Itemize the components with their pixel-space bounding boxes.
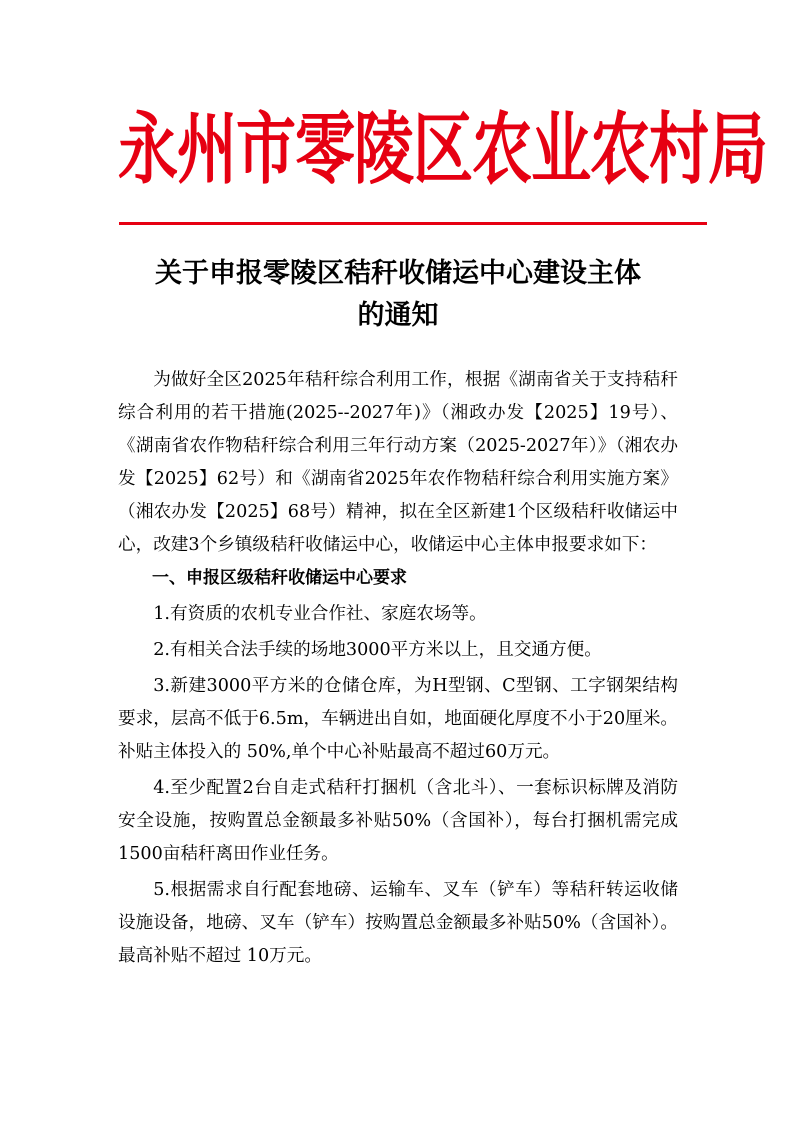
requirement-item-5: 5.根据需求自行配套地磅、运输车、叉车（铲车）等秸秆转运收储设施设备，地磅、叉车（铲车）按购置总金额最多补贴50%（含国补）。最高补贴不超过 10万元。 [118, 880, 678, 966]
document-title [118, 253, 678, 337]
requirement-item-4: 4.至少配置2台自走式秸秆打捆机（含北斗）、一套标识标牌及消防安全设施，按购置总金额最多补贴50%（含国补），每台打捆机需完成1500亩秸秆离田作业任务。 [118, 778, 678, 864]
document-title-line-1: 关于申报零陵区秸秆收储运中心建设主体 [155, 258, 641, 289]
section-heading-1: 一、申报区级秸秆收储运中心要求 [152, 568, 407, 588]
requirement-item-2: 2.有相关合法手续的场地3000平方米以上，且交通方便。 [153, 640, 602, 660]
requirement-item-3: 3.新建3000平方米的仓储仓库，为H型钢、C型钢、工字钢架结构要求，层高不低于6.5m，车辆进出自如，地面硬化厚度不小于20厘米。补贴主体投入的 50%,单个中心补贴最高不超过60万元。 [118, 676, 678, 762]
requirement-item-1: 1.有资质的农机专业合作社、家庭农场等。 [153, 604, 487, 624]
header-red-divider [119, 222, 707, 225]
document-title-line-2: 的通知 [357, 300, 439, 331]
document-body [118, 364, 678, 973]
issuing-organization-header: 永州市零陵区农业农村局 [118, 104, 767, 196]
intro-paragraph: 为做好全区2025年秸秆综合利用工作，根据《湖南省关于支持秸秆综合利用的若干措施(2025--2027年)》（湘政办发【2025】19号）、《湖南省农作物秸秆综合利用三年行动方案（2025-2027年）》（湘农办发【2025】62号）和《湖南省2025年农作物秸秆综合利用实施方案》（湘农办发【2025】68号）精神，拟在全区新建1个区级秸秆收储运中心，改建3个乡镇级秸秆收储运中心，收储运中心主体申报要求如下： [118, 370, 678, 555]
